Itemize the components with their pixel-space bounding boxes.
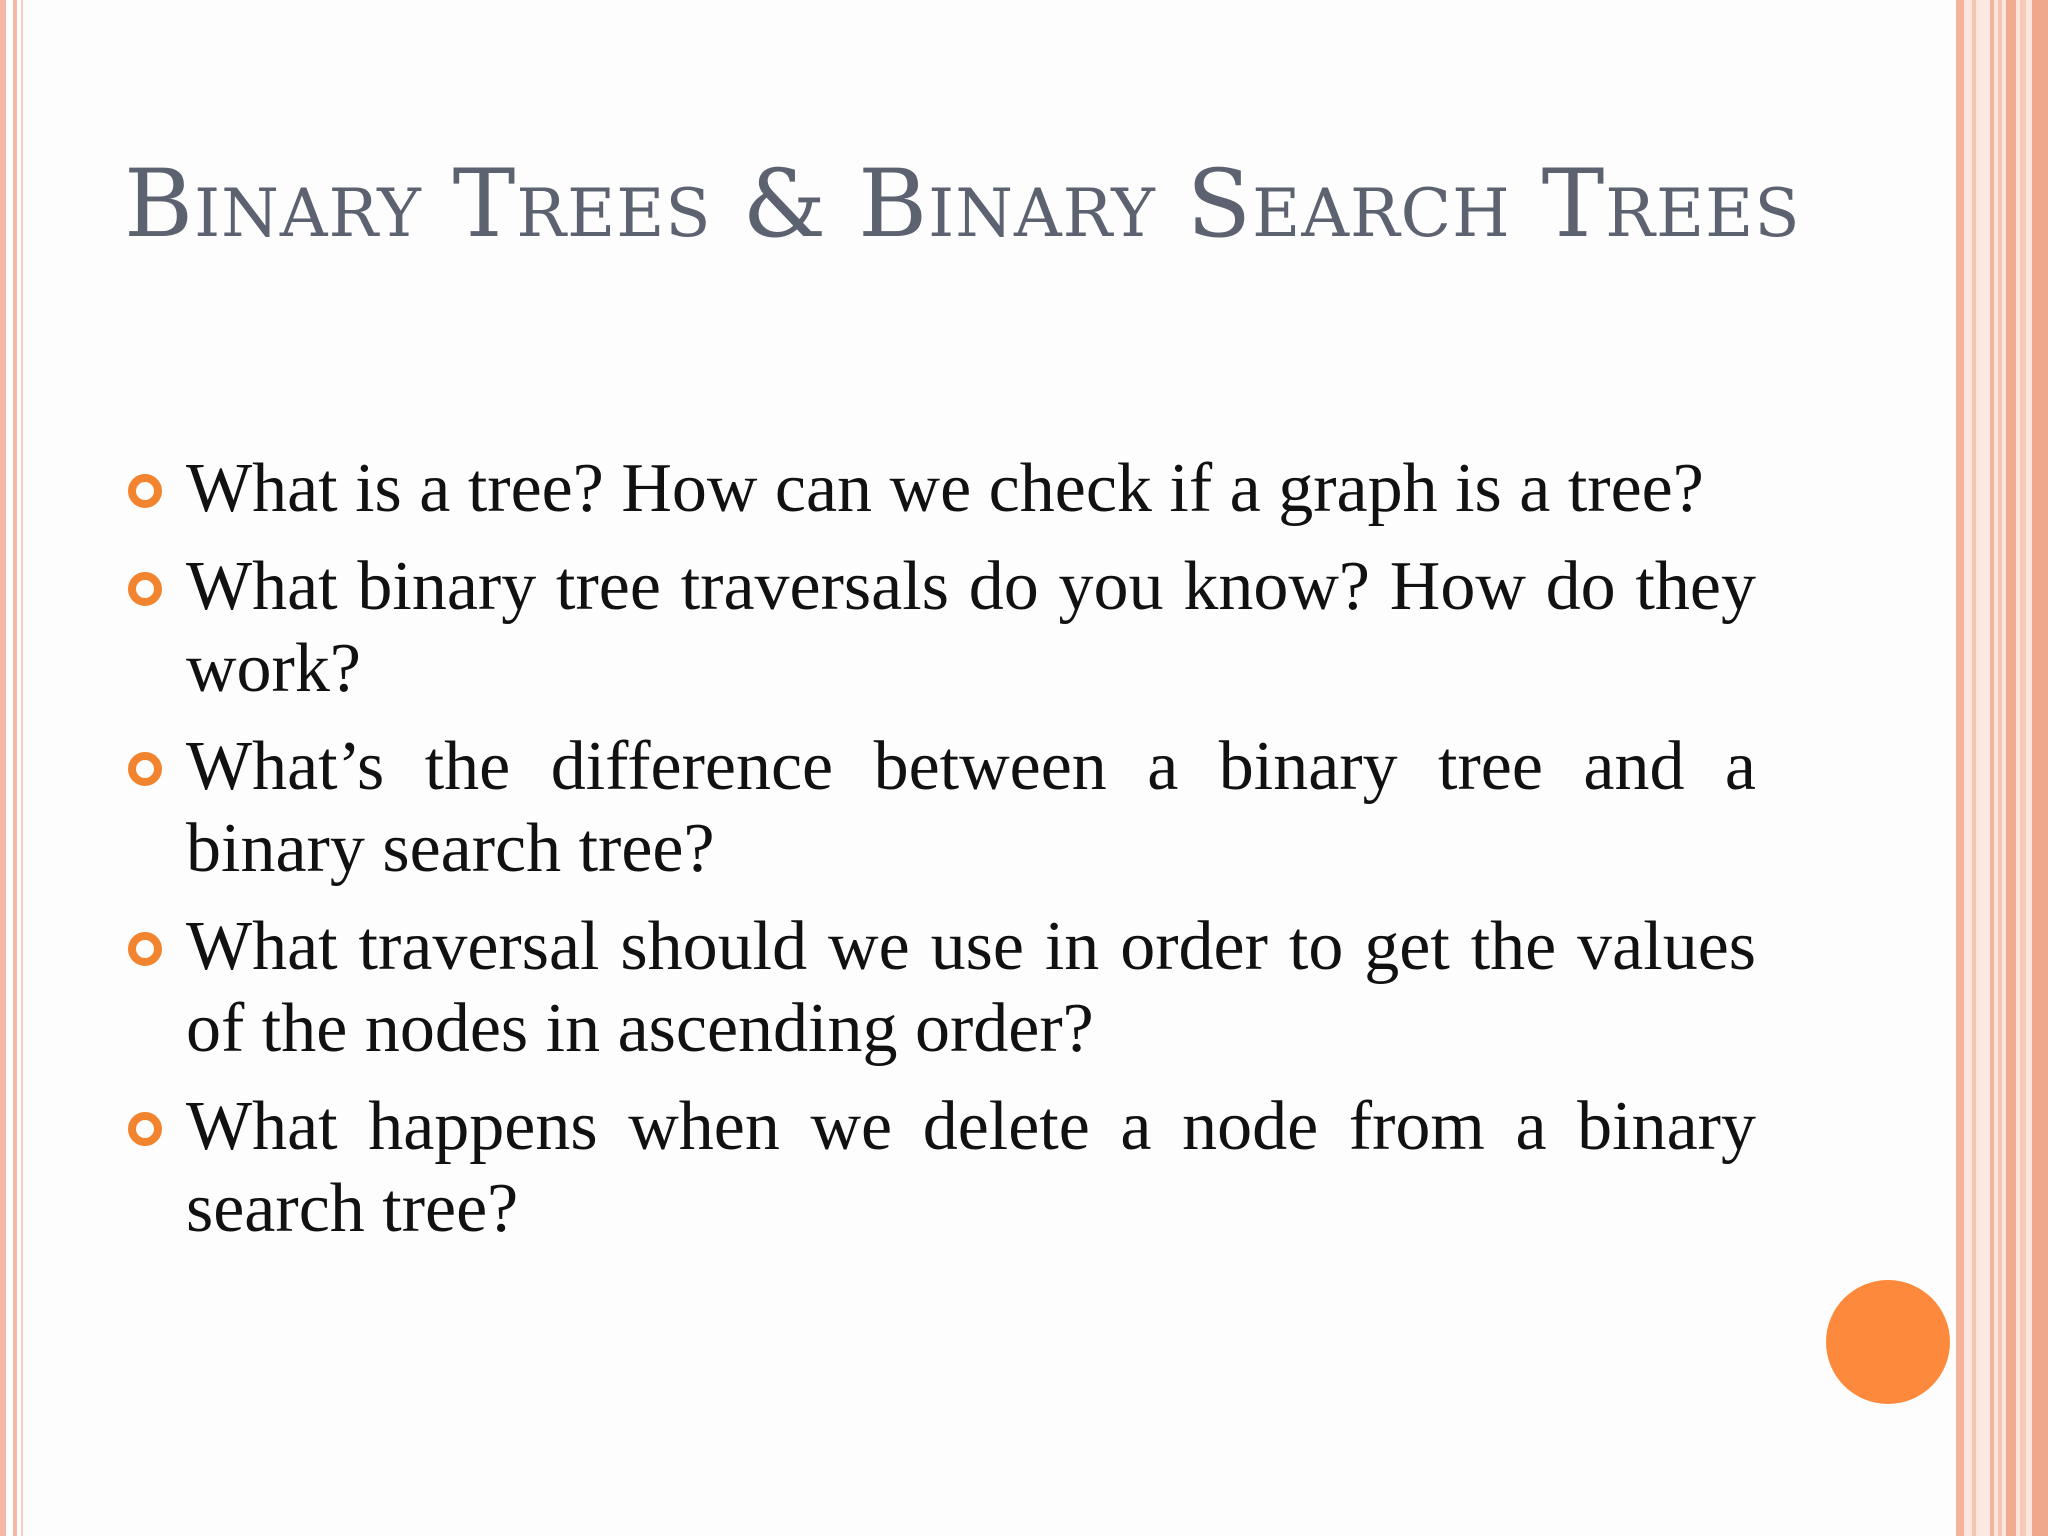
bullet-text: What’s the difference between a binary tree and a binary search tree? (186, 728, 1756, 887)
decorative-circle-icon (1826, 1280, 1950, 1404)
left-border-line (21, 0, 23, 1536)
bullet-list (186, 448, 1756, 1266)
slide-title: Binary Trees & Binary Search Trees (124, 150, 1801, 259)
circle-bullet-icon (128, 572, 162, 606)
left-border-line (0, 0, 6, 1536)
list-item (186, 448, 1756, 530)
right-border-stripe (2006, 0, 2016, 1536)
circle-bullet-icon (128, 474, 162, 508)
right-border-stripe (1956, 0, 1964, 1536)
right-border-stripe (1972, 0, 1976, 1536)
right-border-stripe (2032, 0, 2048, 1536)
right-border-stripe (1998, 0, 2002, 1536)
left-border-line (13, 0, 17, 1536)
list-item (186, 546, 1756, 710)
circle-bullet-icon (128, 932, 162, 966)
list-item (186, 726, 1756, 890)
list-item (186, 1086, 1756, 1250)
right-border-stripe (1980, 0, 1990, 1536)
bullet-text: What is a tree? How can we check if a graph is a tree? (186, 450, 1704, 527)
bullet-text: What traversal should we use in order to get the values of the nodes in ascending order? (186, 908, 1756, 1067)
right-border-stripe (1990, 0, 1994, 1536)
list-item (186, 906, 1756, 1070)
bullet-text: What binary tree traversals do you know? How do they work? (186, 548, 1756, 707)
right-border-stripe (2020, 0, 2026, 1536)
bullet-text: What happens when we delete a node from a binary search tree? (186, 1088, 1756, 1247)
circle-bullet-icon (128, 1112, 162, 1146)
circle-bullet-icon (128, 752, 162, 786)
